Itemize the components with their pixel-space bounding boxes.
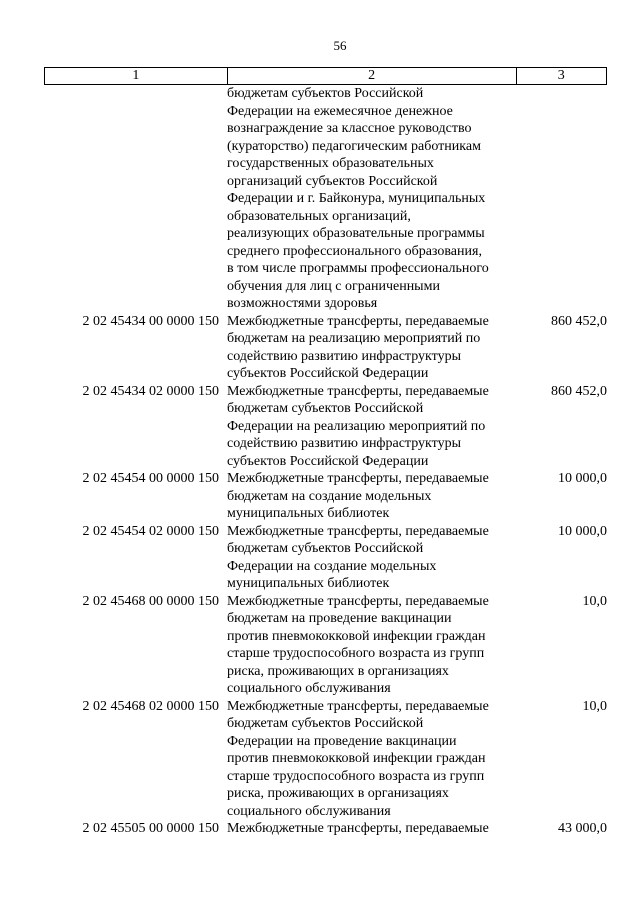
table-row	[44, 313, 607, 383]
header-col-2: 2	[227, 68, 516, 85]
amount: 10 000,0	[558, 523, 607, 539]
description-line: бюджетам на создание модельных	[227, 488, 432, 504]
description	[227, 820, 517, 838]
budget-code: 2 02 45454 02 0000 150	[82, 523, 219, 539]
table-row	[44, 383, 607, 471]
description-line: против пневмококковой инфекции граждан	[227, 628, 486, 644]
budget-code: 2 02 45454 00 0000 150	[82, 471, 219, 486]
description-line: в том числе программы профессионального	[227, 261, 489, 276]
budget-code: 2 02 45468 02 0000 150	[82, 698, 219, 714]
description-line: бюджетам на проведение вакцинации	[227, 611, 452, 626]
description-line: содействию развитию инфраструктуры	[227, 348, 461, 364]
description-line: риска, проживающих в организациях	[227, 786, 449, 801]
description-line: вознаграждение за классное руководство	[227, 121, 472, 136]
amount: 10,0	[582, 593, 607, 609]
description	[227, 470, 517, 523]
description-line: бюджетам субъектов Российской	[227, 86, 424, 101]
budget-code: 2 02 45505 00 0000 150	[82, 821, 219, 836]
page-number: 56	[333, 38, 347, 53]
budget-code: 2 02 45434 00 0000 150	[82, 313, 219, 329]
description-line: социального обслуживания	[227, 681, 391, 696]
budget-code: 2 02 45434 02 0000 150	[82, 383, 219, 399]
description-line: муниципальных библиотек	[227, 576, 390, 591]
description-line: бюджетам субъектов Российской	[227, 716, 424, 731]
description-line: государственных образовательных	[227, 156, 434, 171]
description-line: возможностями здоровья	[227, 296, 378, 311]
amount: 860 452,0	[551, 383, 607, 399]
table-row	[44, 820, 607, 838]
description-line: Федерации и г. Байконура, муниципальных	[227, 191, 486, 206]
description-line: Федерации на проведение вакцинации	[227, 733, 457, 749]
description-line: риска, проживающих в организациях	[227, 663, 449, 679]
description-line: субъектов Российской Федерации	[227, 366, 429, 381]
description-line: против пневмококковой инфекции граждан	[227, 751, 486, 766]
description-line: бюджетам субъектов Российской	[227, 541, 424, 556]
amount: 860 452,0	[551, 313, 607, 329]
description	[227, 523, 517, 593]
description-line: обучения для лиц с ограниченными	[227, 278, 440, 294]
table-row	[44, 523, 607, 593]
description-line: реализующих образовательные программы	[227, 226, 485, 241]
table-row	[44, 593, 607, 698]
description-line: бюджетам на реализацию мероприятий по	[227, 331, 481, 346]
description-line: Межбюджетные трансферты, передаваемые	[227, 523, 489, 539]
header-col-3: 3	[516, 68, 606, 85]
description-line: Межбюджетные трансферты, передаваемые	[227, 471, 489, 486]
amount: 43 000,0	[558, 821, 607, 836]
description-line: содействию развитию инфраструктуры	[227, 436, 461, 451]
description	[227, 698, 517, 821]
description	[227, 593, 517, 698]
description-line: старше трудоспособного возраста из групп	[227, 646, 485, 661]
table-row	[44, 470, 607, 523]
description-line: Федерации на ежемесячное денежное	[227, 103, 453, 119]
description	[227, 383, 517, 471]
header-col-1: 1	[45, 68, 228, 85]
description-line: Межбюджетные трансферты, передаваемые	[227, 698, 489, 714]
description-line: старше трудоспособного возраста из групп	[227, 768, 485, 784]
amount: 10,0	[582, 698, 607, 714]
description	[227, 85, 517, 313]
description-line: образовательных организаций,	[227, 208, 411, 224]
description-line: Межбюджетные трансферты, передаваемые	[227, 593, 489, 609]
amount: 10 000,0	[558, 471, 607, 486]
table-header	[44, 67, 607, 85]
description-line: Межбюджетные трансферты, передаваемые	[227, 383, 489, 399]
description-line: социального обслуживания	[227, 803, 391, 819]
budget-code: 2 02 45468 00 0000 150	[82, 593, 219, 609]
description-line: организаций субъектов Российской	[227, 173, 438, 189]
description-line: муниципальных библиотек	[227, 506, 390, 521]
description-line: бюджетам субъектов Российской	[227, 401, 424, 416]
description-line: Федерации на создание модельных	[227, 558, 437, 574]
description	[227, 313, 517, 383]
description-line: Межбюджетные трансферты, передаваемые	[227, 821, 489, 836]
table-row	[44, 85, 607, 313]
description-line: (кураторство) педагогическим работникам	[227, 138, 481, 154]
description-line: среднего профессионального образования,	[227, 243, 482, 259]
table-body	[44, 85, 607, 838]
description-line: субъектов Российской Федерации	[227, 453, 429, 469]
table-row	[44, 698, 607, 821]
description-line: Федерации на реализацию мероприятий по	[227, 418, 486, 434]
description-line: Межбюджетные трансферты, передаваемые	[227, 313, 489, 329]
